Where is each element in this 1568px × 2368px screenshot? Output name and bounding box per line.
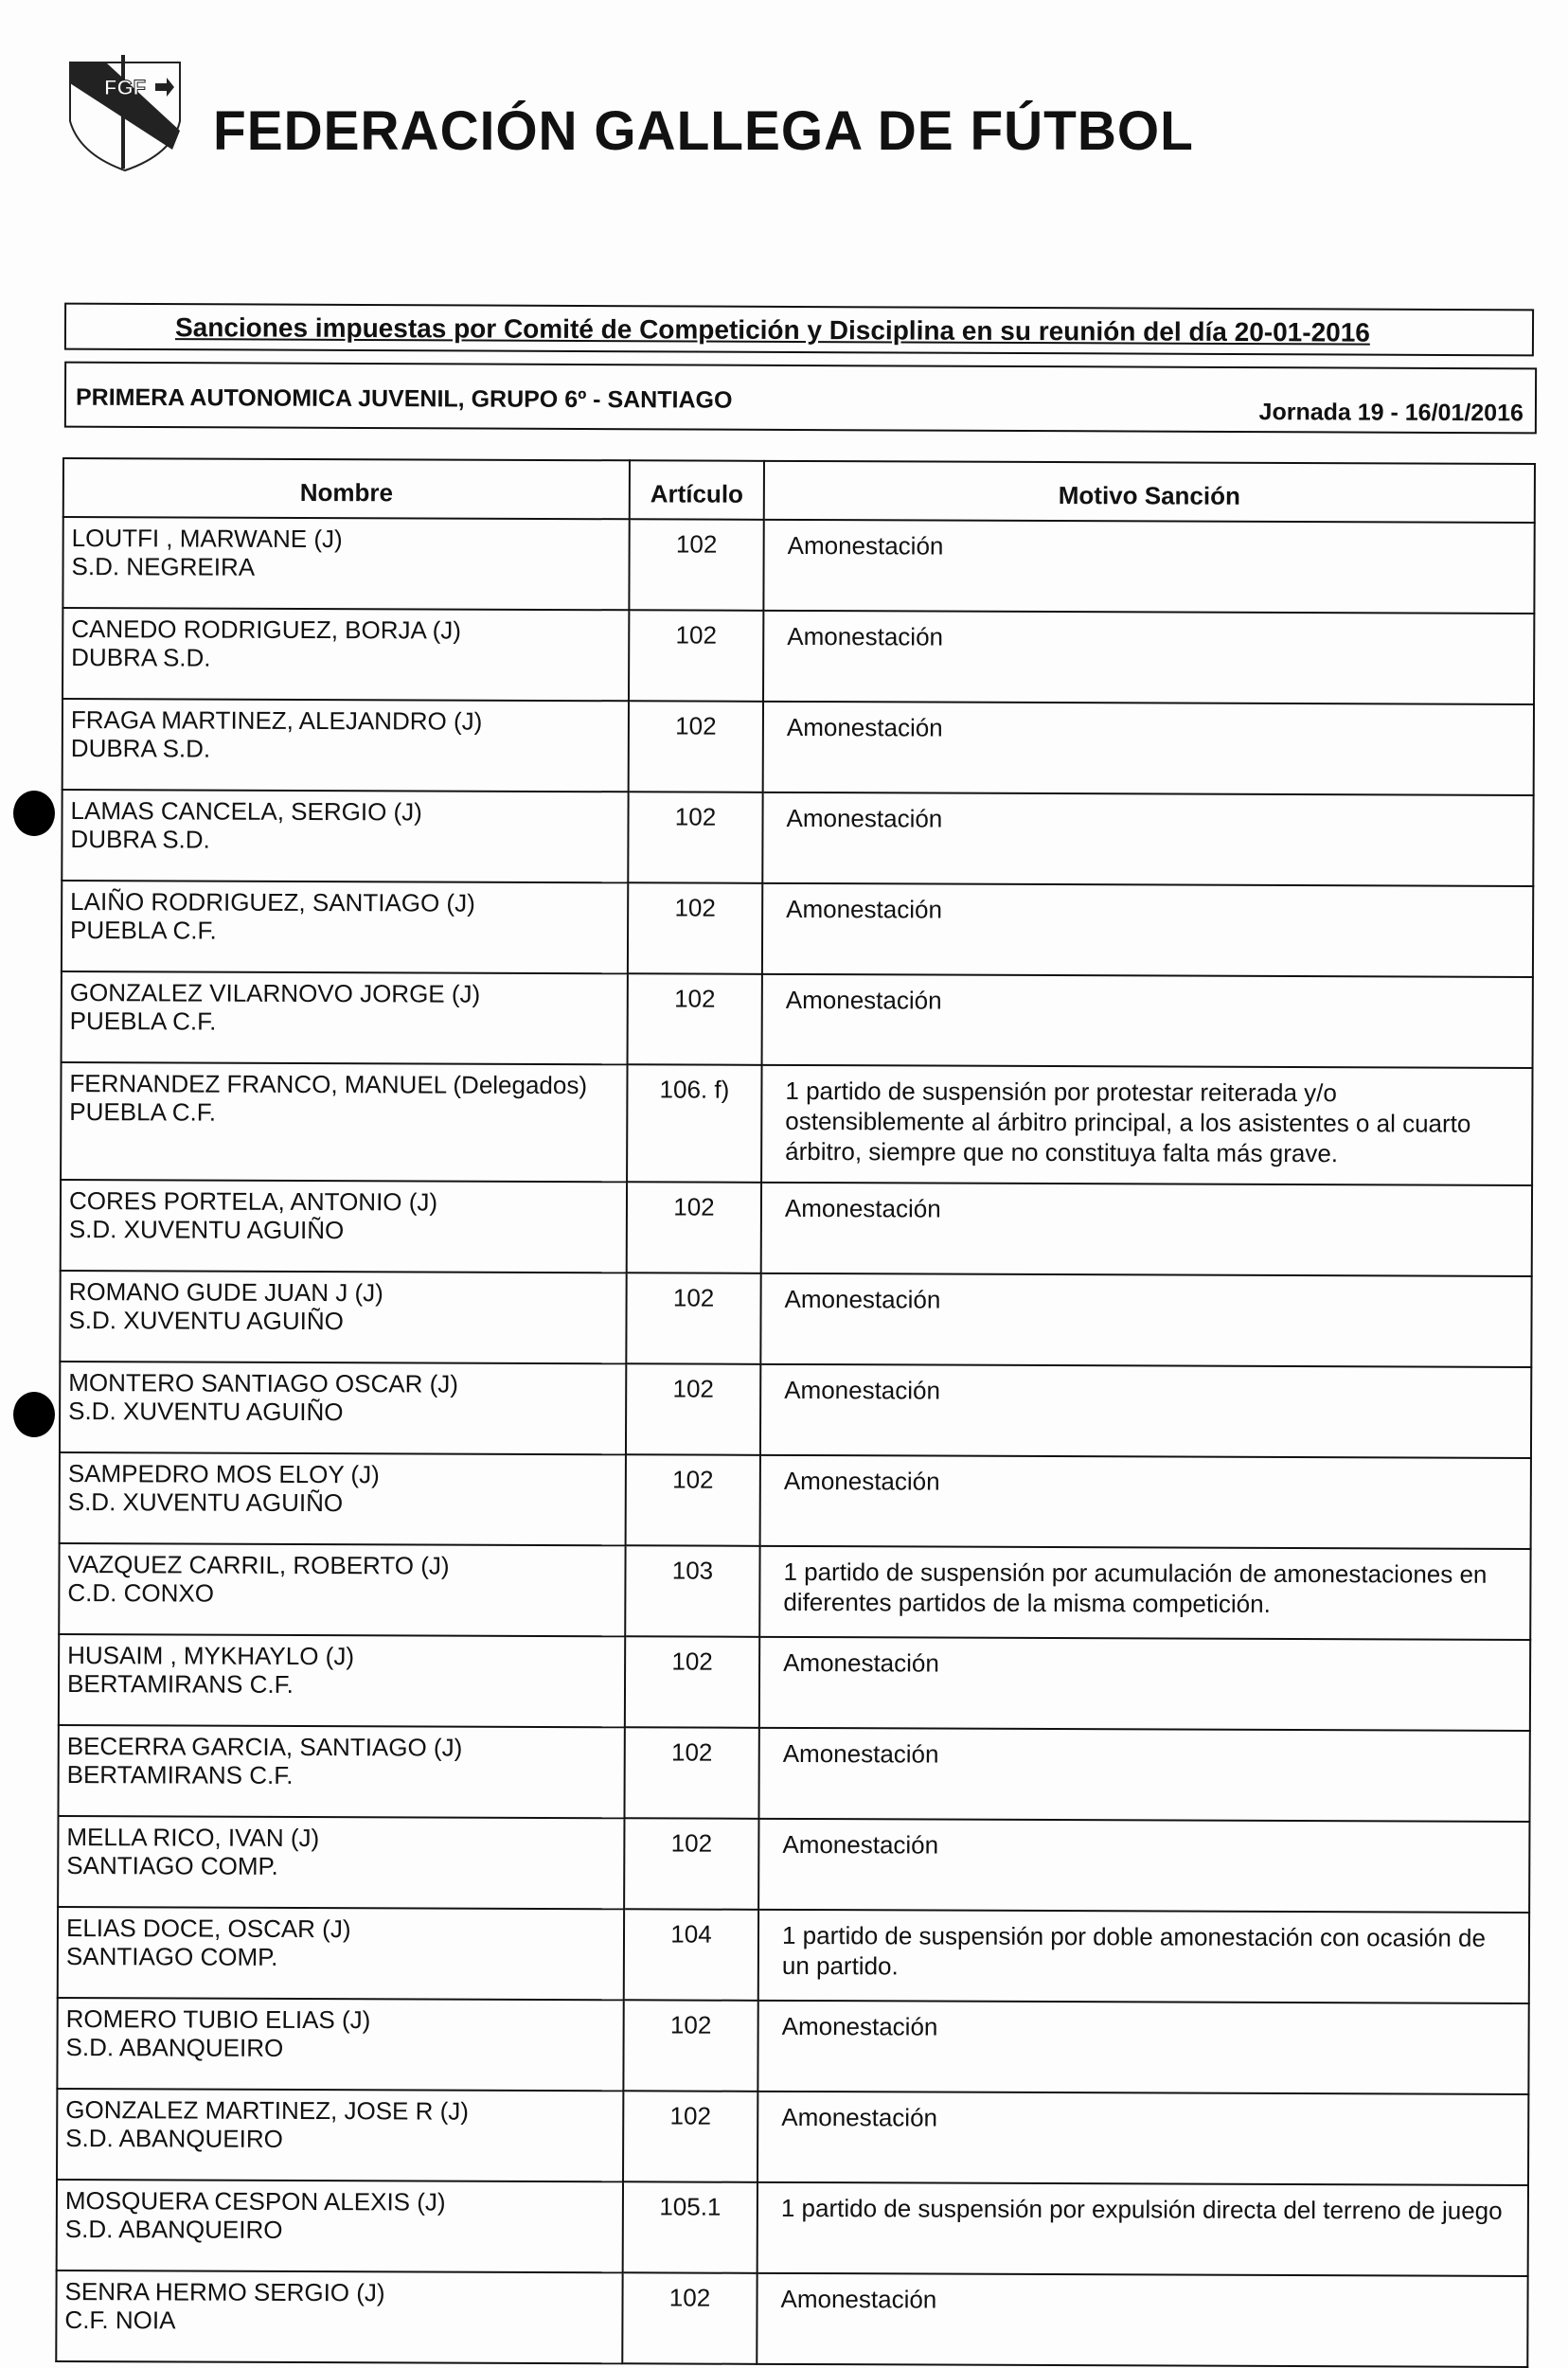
articulo-cell: 102 <box>628 882 762 974</box>
player-name: ROMERO TUBIO ELIAS (J) <box>65 2004 371 2035</box>
punch-hole <box>13 791 55 836</box>
articulo-cell: 102 <box>624 1818 758 1910</box>
club-name: S.D. XUVENTU AGUIÑO <box>68 1306 344 1336</box>
table-row <box>59 1634 1530 1731</box>
motivo-cell: Amonestación <box>763 520 1534 614</box>
federation-logo <box>68 55 191 173</box>
player-name: SENRA HERMO SERGIO (J) <box>64 2277 385 2307</box>
club-name: S.D. NEGREIRA <box>71 552 256 581</box>
jornada-date: Jornada 19 - 16/01/2016 <box>1258 399 1523 427</box>
table-row <box>62 881 1533 977</box>
articulo-cell: 102 <box>628 792 762 883</box>
motivo-cell: Amonestación <box>760 1364 1531 1458</box>
articulo-cell: 106. f) <box>627 1064 761 1183</box>
motivo-cell: Amonestación <box>760 1273 1531 1367</box>
motivo-cell: Amonestación <box>757 2273 1527 2367</box>
articulo-cell: 102 <box>626 1454 760 1546</box>
articulo-cell: 102 <box>628 973 762 1065</box>
articulo-cell: 102 <box>629 519 763 611</box>
name-cell <box>58 1816 624 1909</box>
session-box <box>64 303 1534 357</box>
club-name: BERTAMIRANS C.F. <box>66 1760 294 1789</box>
motivo-cell: Amonestación <box>763 611 1534 704</box>
articulo-cell: 102 <box>625 1636 759 1728</box>
motivo-cell: 1 partido de suspensión por doble amonestación con ocasión de un partido. <box>758 1910 1529 2003</box>
motivo-cell: Amonestación <box>763 702 1534 795</box>
motivo-cell: Amonestación <box>757 2092 1528 2185</box>
articulo-cell: 102 <box>623 2091 757 2182</box>
table-row <box>58 1725 1529 1822</box>
player-name: CANEDO RODRIGUEZ, BORJA (J) <box>71 614 462 645</box>
name-cell <box>57 2089 623 2181</box>
column-header-nombre: Nombre <box>63 458 630 519</box>
motivo-cell: Amonestación <box>759 1637 1530 1731</box>
motivo-cell: Amonestación <box>762 974 1533 1068</box>
name-cell <box>62 881 628 973</box>
club-name: S.D. XUVENTU AGUIÑO <box>68 1215 345 1245</box>
table-header-row <box>63 458 1535 523</box>
motivo-cell: Amonestación <box>761 1183 1532 1276</box>
motivo-cell: 1 partido de suspensión por protestar reiterada y/o ostensiblemente al árbitro principal, a los asistentes o al cuarto árbitro, siempre que no constituya falta más grave. <box>761 1065 1532 1185</box>
club-name: C.F. NOIA <box>64 2306 176 2335</box>
motivo-cell: Amonestación <box>758 1819 1529 1913</box>
player-name: GONZALEZ VILARNOVO JORGE (J) <box>69 978 481 1008</box>
player-name: CORES PORTELA, ANTONIO (J) <box>68 1186 438 1217</box>
motivo-cell: 1 partido de suspensión por acumulación de amonestaciones en diferentes partidos de la misma competición. <box>759 1546 1530 1640</box>
club-name: C.D. CONXO <box>67 1578 215 1608</box>
name-cell <box>60 1452 626 1545</box>
player-name: GONZALEZ MARTINEZ, JOSE R (J) <box>65 2095 470 2126</box>
articulo-cell: 102 <box>629 701 763 792</box>
name-cell <box>57 2180 623 2272</box>
articulo-cell: 102 <box>626 1273 760 1364</box>
articulo-cell: 103 <box>625 1545 759 1637</box>
player-name: VAZQUEZ CARRIL, ROBERTO (J) <box>67 1550 450 1580</box>
articulo-cell: 102 <box>627 1182 761 1273</box>
club-name: S.D. ABANQUEIRO <box>65 2033 284 2062</box>
club-name: DUBRA S.D. <box>71 643 211 672</box>
name-cell <box>61 1180 627 1273</box>
name-cell <box>61 1062 627 1182</box>
name-cell <box>62 517 629 610</box>
articulo-cell: 102 <box>623 2000 757 2092</box>
articulo-cell: 102 <box>626 1363 760 1455</box>
page-title: FEDERACIÓN GALLEGA DE FÚTBOL <box>213 100 1194 162</box>
club-name: PUEBLA C.F. <box>69 1006 217 1036</box>
club-name: PUEBLA C.F. <box>69 1097 217 1127</box>
articulo-cell: 104 <box>624 1909 758 2001</box>
club-name: SANTIAGO COMP. <box>66 1851 278 1880</box>
articulo-cell: 102 <box>622 2272 757 2364</box>
motivo-cell: Amonestación <box>757 2001 1528 2094</box>
table-row <box>62 790 1533 886</box>
player-name: HUSAIM , MYKHAYLO (J) <box>67 1641 355 1671</box>
name-cell <box>59 1543 625 1636</box>
club-name: SANTIAGO COMP. <box>65 1942 278 1971</box>
player-name: ELIAS DOCE, OSCAR (J) <box>65 1914 351 1944</box>
name-cell <box>58 1725 624 1818</box>
name-cell <box>58 1907 624 2000</box>
motivo-cell: Amonestación <box>760 1455 1531 1549</box>
name-cell <box>60 1271 626 1363</box>
name-cell <box>62 971 628 1064</box>
session-subtitle: Sanciones impuestas por Comité de Competición y Disciplina en su reunión del día 20-01-2016 <box>174 312 1370 347</box>
table-row <box>59 1543 1530 1640</box>
table-row <box>62 971 1533 1068</box>
name-cell <box>59 1634 625 1727</box>
name-cell <box>62 608 629 701</box>
table-row <box>60 1452 1531 1549</box>
player-name: LOUTFI , MARWANE (J) <box>71 524 343 554</box>
articulo-cell: 105.1 <box>623 2181 757 2273</box>
player-name: BECERRA GARCIA, SANTIAGO (J) <box>66 1732 463 1762</box>
player-name: MELLA RICO, IVAN (J) <box>66 1823 320 1853</box>
table-row <box>58 1816 1529 1913</box>
competition-name: PRIMERA AUTONOMICA JUVENIL, GRUPO 6º - SANTIAGO <box>75 383 733 414</box>
table-row <box>57 2089 1528 2185</box>
table-row <box>58 1907 1529 2003</box>
name-cell <box>62 699 629 792</box>
competition-box <box>64 362 1537 435</box>
sanctions-table <box>55 457 1536 2368</box>
name-cell <box>57 1998 623 2091</box>
punch-hole <box>13 1392 55 1437</box>
table-row <box>61 1062 1532 1185</box>
club-name: DUBRA S.D. <box>70 734 211 763</box>
table-row <box>62 517 1534 614</box>
player-name: FERNANDEZ FRANCO, MANUEL (Delegados) <box>69 1069 588 1100</box>
table-row <box>57 1998 1528 2094</box>
column-header-articulo: Artículo <box>630 460 764 520</box>
player-name: FRAGA MARTINEZ, ALEJANDRO (J) <box>70 705 483 736</box>
table-row <box>57 2180 1528 2276</box>
player-name: LAMAS CANCELA, SERGIO (J) <box>70 796 422 827</box>
club-name: S.D. ABANQUEIRO <box>65 2124 283 2153</box>
player-name: MOSQUERA CESPON ALEXIS (J) <box>64 2186 446 2217</box>
table-row <box>62 699 1534 795</box>
player-name: SAMPEDRO MOS ELOY (J) <box>67 1459 380 1489</box>
player-name: ROMANO GUDE JUAN J (J) <box>68 1277 383 1308</box>
table-row <box>60 1362 1531 1458</box>
svg-text:FGF: FGF <box>104 76 146 99</box>
table-row <box>62 608 1534 704</box>
player-name: LAIÑO RODRIGUEZ, SANTIAGO (J) <box>70 887 475 917</box>
motivo-cell: Amonestación <box>758 1728 1529 1822</box>
club-name: S.D. ABANQUEIRO <box>64 2215 283 2244</box>
motivo-cell: Amonestación <box>762 883 1533 977</box>
name-cell <box>60 1362 626 1454</box>
motivo-cell: 1 partido de suspensión por expulsión directa del terreno de juego <box>757 2182 1528 2276</box>
name-cell <box>56 2270 622 2363</box>
table-row <box>56 2270 1527 2367</box>
club-name: BERTAMIRANS C.F. <box>66 1669 294 1699</box>
club-name: DUBRA S.D. <box>70 825 210 854</box>
name-cell <box>62 790 628 882</box>
club-name: PUEBLA C.F. <box>70 916 217 945</box>
player-name: MONTERO SANTIAGO OSCAR (J) <box>68 1368 458 1398</box>
motivo-cell: Amonestación <box>762 792 1533 886</box>
column-header-motivo: Motivo Sanción <box>764 461 1535 523</box>
club-name: S.D. XUVENTU AGUIÑO <box>67 1487 344 1518</box>
articulo-cell: 102 <box>624 1727 758 1819</box>
club-name: S.D. XUVENTU AGUIÑO <box>68 1397 344 1427</box>
articulo-cell: 102 <box>629 610 763 702</box>
table-row <box>61 1180 1532 1276</box>
table-row <box>60 1271 1531 1367</box>
